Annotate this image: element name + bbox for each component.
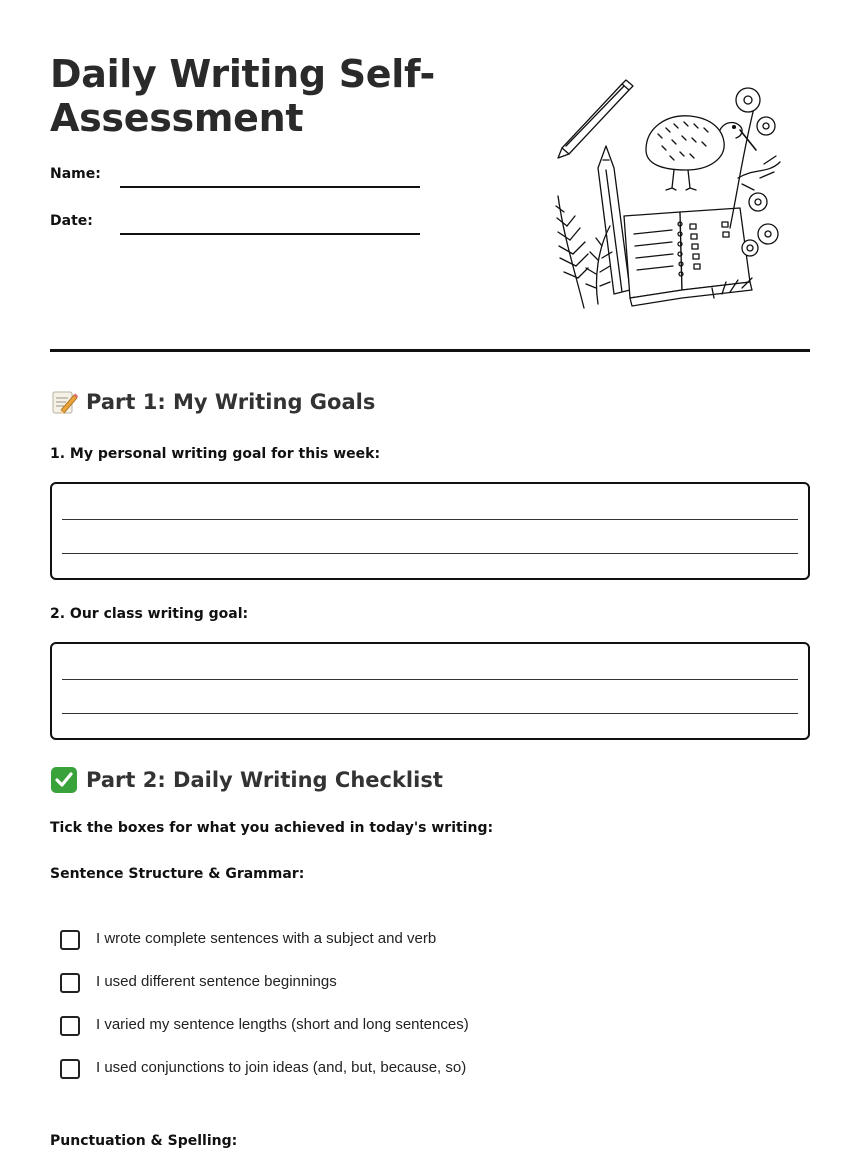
checklist-instruction: Tick the boxes for what you achieved in today's writing:: [50, 820, 494, 836]
name-field[interactable]: [50, 166, 420, 194]
sentence-checklist: [60, 927, 800, 1099]
sentence-structure-heading: Sentence Structure & Grammar:: [50, 866, 305, 882]
writing-line: [62, 713, 798, 714]
checkbox[interactable]: [60, 930, 80, 950]
checklist-item[interactable]: [60, 1013, 800, 1056]
punctuation-spelling-heading: Punctuation & Spelling:: [50, 1133, 238, 1149]
memo-icon: [50, 388, 78, 416]
pencil-icon: [558, 80, 633, 158]
class-goal-question: 2. Our class writing goal:: [50, 606, 249, 622]
checklist-item[interactable]: [60, 927, 800, 970]
personal-goal-box[interactable]: [50, 482, 810, 580]
check-mark-button-icon: [50, 766, 78, 794]
checkbox[interactable]: [60, 1059, 80, 1079]
date-label: Date:: [50, 213, 93, 229]
checklist-item-label: I used conjunctions to join ideas (and, but, because, so): [96, 1059, 467, 1076]
part2-heading-text: Part 2: Daily Writing Checklist: [86, 768, 443, 792]
name-input-line[interactable]: [120, 186, 420, 188]
checklist-item-label: I varied my sentence lengths (short and long sentences): [96, 1016, 469, 1033]
checklist-item-label: I wrote complete sentences with a subject and verb: [96, 930, 437, 947]
part1-heading-text: Part 1: My Writing Goals: [86, 390, 376, 414]
header-divider: [50, 349, 810, 352]
checklist-item-label: I used different sentence beginnings: [96, 973, 337, 990]
date-field[interactable]: [50, 213, 420, 241]
writing-line: [62, 679, 798, 680]
part1-heading: [50, 388, 375, 416]
personal-goal-question: 1. My personal writing goal for this week:: [50, 446, 381, 462]
class-goal-box[interactable]: [50, 642, 810, 740]
checkbox[interactable]: [60, 973, 80, 993]
kiwi-notebook-illustration: [554, 78, 794, 314]
writing-line: [62, 553, 798, 554]
checklist-item[interactable]: [60, 1056, 800, 1099]
name-label: Name:: [50, 166, 101, 182]
notebook-icon: [624, 208, 752, 306]
page-title: Daily Writing Self-Assessment: [50, 52, 436, 140]
date-input-line[interactable]: [120, 233, 420, 235]
part2-heading: [50, 766, 443, 794]
checkbox[interactable]: [60, 1016, 80, 1036]
writing-line: [62, 519, 798, 520]
checklist-item[interactable]: [60, 970, 800, 1013]
